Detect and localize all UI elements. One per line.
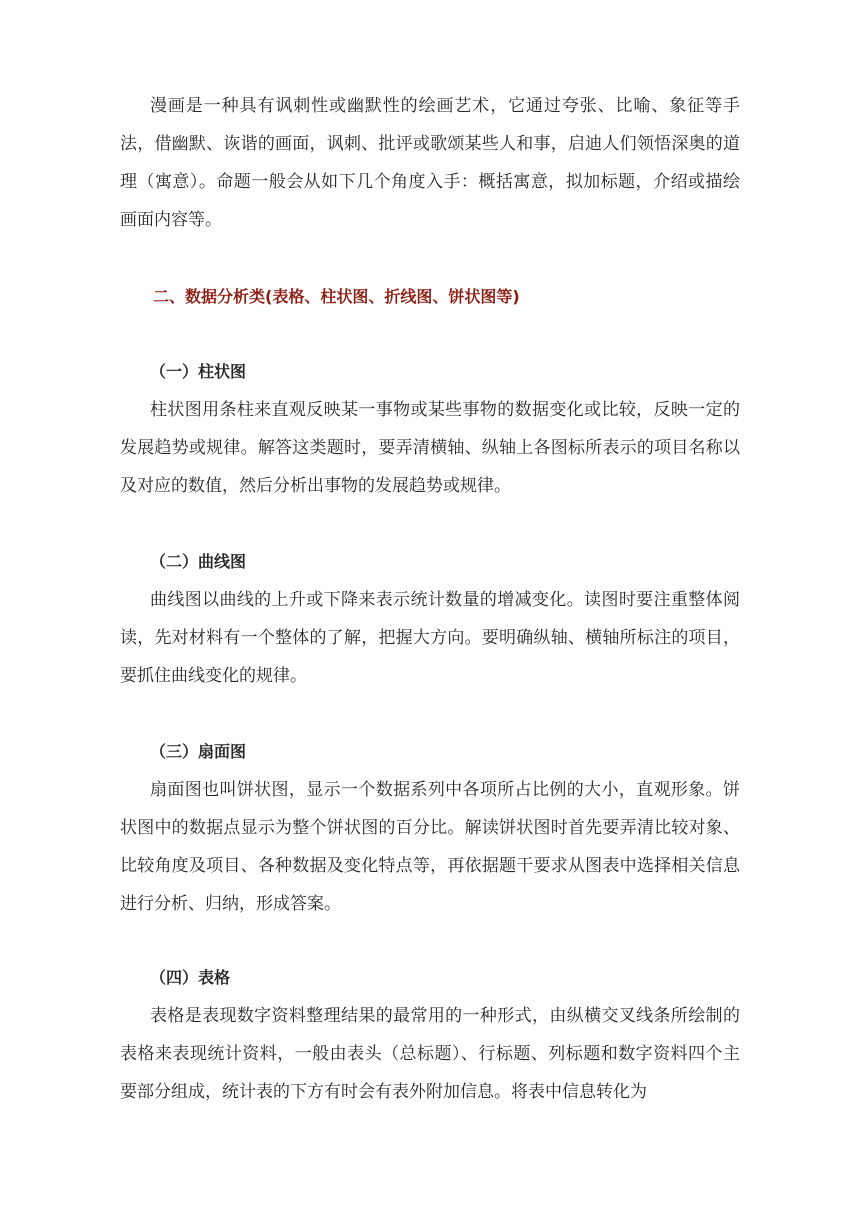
subsection-body-table: 表格是表现数字资料整理结果的最常用的一种形式，由纵横交叉线条所绘制的表格来表现统计资料，一般由表头（总标题）、行标题、列标题和数字资料四个主要部分组成，统计表的下方有时会有表外附加信息。将表中信息转化为 <box>120 1006 740 1102</box>
subsection-title-pie-chart: （三）扇面图 <box>150 742 247 761</box>
subsection-body-pie-chart: 扇面图也叫饼状图，显示一个数据系列中各项所占比例的大小，直观形象。饼状图中的数据点显示为整个饼状图的百分比。解读饼状图时首先要弄清比较对象、比较角度及项目、各种数据及变化特点等，再依据题干要求从图表中选择相关信息进行分析、归纳，形成答案。 <box>120 780 740 914</box>
subsection-body-bar-chart: 柱状图用条柱来直观反映某一事物或某些事物的数据变化或比较，反映一定的发展趋势或规律。解答这类题时，要弄清横轴、纵轴上各图标所表示的项目名称以及对应的数值，然后分析出事物的发展趋势或规律。 <box>120 400 740 496</box>
subsection-title-bar-chart: （一）柱状图 <box>150 362 247 381</box>
intro-paragraph: 漫画是一种具有讽刺性或幽默性的绘画艺术，它通过夸张、比喻、象征等手法，借幽默、诙谐的画面，讽刺、批评或歌颂某些人和事，启迪人们领悟深奥的道理（寓意）。命题一般会从如下几个角度入手：概括寓意，拟加标题，介绍或描绘画面内容等。 <box>120 96 740 230</box>
section-title: 二、数据分析类(表格、柱状图、折线图、饼状图等) <box>153 287 520 306</box>
subsection-title-table: （四）表格 <box>150 968 231 987</box>
subsection-body-line-chart: 曲线图以曲线的上升或下降来表示统计数量的增减变化。读图时要注重整体阅读，先对材料有一个整体的了解，把握大方向。要明确纵轴、横轴所标注的项目，要抓住曲线变化的规律。 <box>120 590 740 686</box>
subsection-title-line-chart: （二）曲线图 <box>150 552 247 571</box>
